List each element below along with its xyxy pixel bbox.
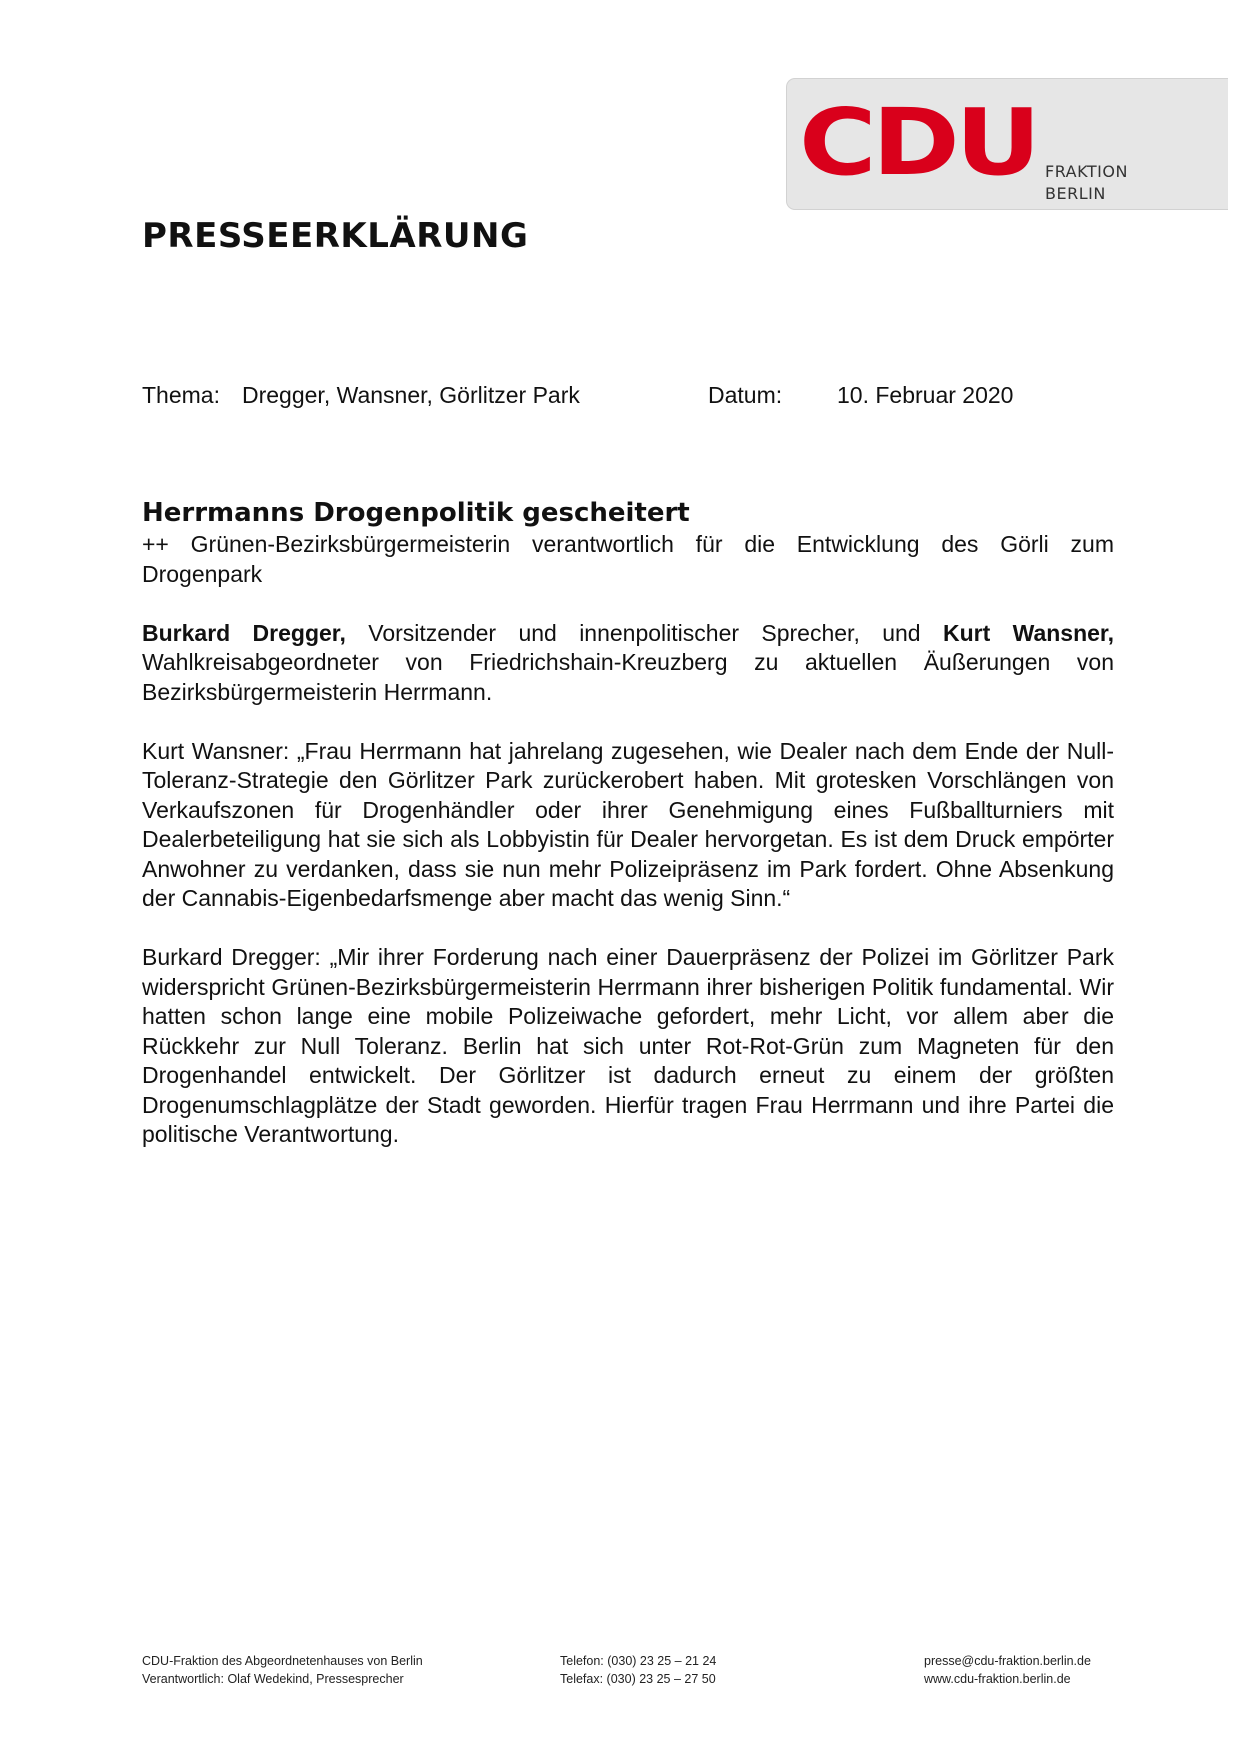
quote-dregger: Burkard Dregger: „Mir ihrer Forderung nach einer Dauerpräsenz der Polizei im Görlitzer Park widerspricht Grünen-Bezirksbürgermeisterin Herrmann ihrer bisherigen Politik fundamental. Wir hatten schon lange eine mobile Polizeiwache gefordert, mehr Licht, vor allem aber die Rückkehr zur Null Toleranz. Berlin hat sich unter Rot-Rot-Grün zum Magneten für den Drogenhandel entwickelt. Der Görlitzer ist dadurch erneut zu einem der größten Drogenumschlagplätze der Stadt geworden. Hierfür tragen Frau Herrmann und ihre Partei die politische Verantwortung. xyxy=(142,944,1114,1147)
logo-line-berlin: BERLIN xyxy=(1045,184,1106,203)
headline: Herrmanns Drogenpolitik gescheitert xyxy=(142,498,690,528)
footer-phone: Telefon: (030) 23 25 – 21 24 xyxy=(560,1654,717,1668)
footer-org: CDU-Fraktion des Abgeordnetenhauses von Berlin xyxy=(142,1654,423,1668)
cdu-logo xyxy=(786,78,1228,210)
intro-paragraph xyxy=(142,619,1114,708)
datum-label: Datum: xyxy=(708,382,783,408)
thema-label: Thema: xyxy=(142,382,220,408)
footer-phone-column xyxy=(560,1652,716,1688)
intro-text-2: Wahlkreisabgeordneter von Friedrichshain-Kreuzberg zu aktuellen Äußerungen von Bezirksbürgermeisterin Herrmann. xyxy=(142,649,1114,705)
footer-contact-column xyxy=(924,1652,1091,1688)
intro-name-dregger: Burkard Dregger, xyxy=(142,619,346,646)
quote-wansner: Kurt Wansner: „Frau Herrmann hat jahrelang zugesehen, wie Dealer nach dem Ende der Null-Toleranz-Strategie den Görlitzer Park zurückerobert haben. Mit grotesken Vorschlängen von Verkaufszonen für Drogenhändler oder ihrer Genehmigung eines Fußballturniers mit Dealerbeteiligung hat sie sich als Lobbyistin für Dealer hervorgetan. Es ist dem Druck empörter Anwohner zu verdanken, dass sie nun mehr Polizeipräsenz im Park fordert. Ohne Absenkung der Cannabis-Eigenbedarfsmenge aber macht das wenig Sinn.“ xyxy=(142,737,1114,911)
subheadline: ++ Grünen-Bezirksbürgermeisterin verantwortlich für die Entwicklung des Görli zum Drogenpark xyxy=(142,531,1114,587)
thema-value: Dregger, Wansner, Görlitzer Park xyxy=(242,382,580,408)
logo-subtitle xyxy=(1045,161,1128,205)
footer-org-column xyxy=(142,1652,423,1688)
press-release-body xyxy=(142,496,1114,1150)
footer-fax: Telefax: (030) 23 25 – 27 50 xyxy=(560,1672,716,1686)
footer-website[interactable]: www.cdu-fraktion.berlin.de xyxy=(924,1672,1071,1686)
meta-row xyxy=(142,380,1042,410)
footer-email[interactable]: presse@cdu-fraktion.berlin.de xyxy=(924,1654,1091,1668)
footer-responsible: Verantwortlich: Olaf Wedekind, Pressesprecher xyxy=(142,1672,404,1686)
intro-text-1: Vorsitzender und innenpolitischer Sprecher, und xyxy=(345,619,943,646)
logo-line-fraktion: FRAKTION xyxy=(1045,162,1128,181)
document-type-title: PRESSEERKLÄRUNG xyxy=(142,216,529,256)
logo-wordmark: CDU xyxy=(799,89,1037,196)
intro-name-wansner: Kurt Wansner, xyxy=(942,619,1114,646)
datum-value: 10. Februar 2020 xyxy=(837,382,1014,408)
